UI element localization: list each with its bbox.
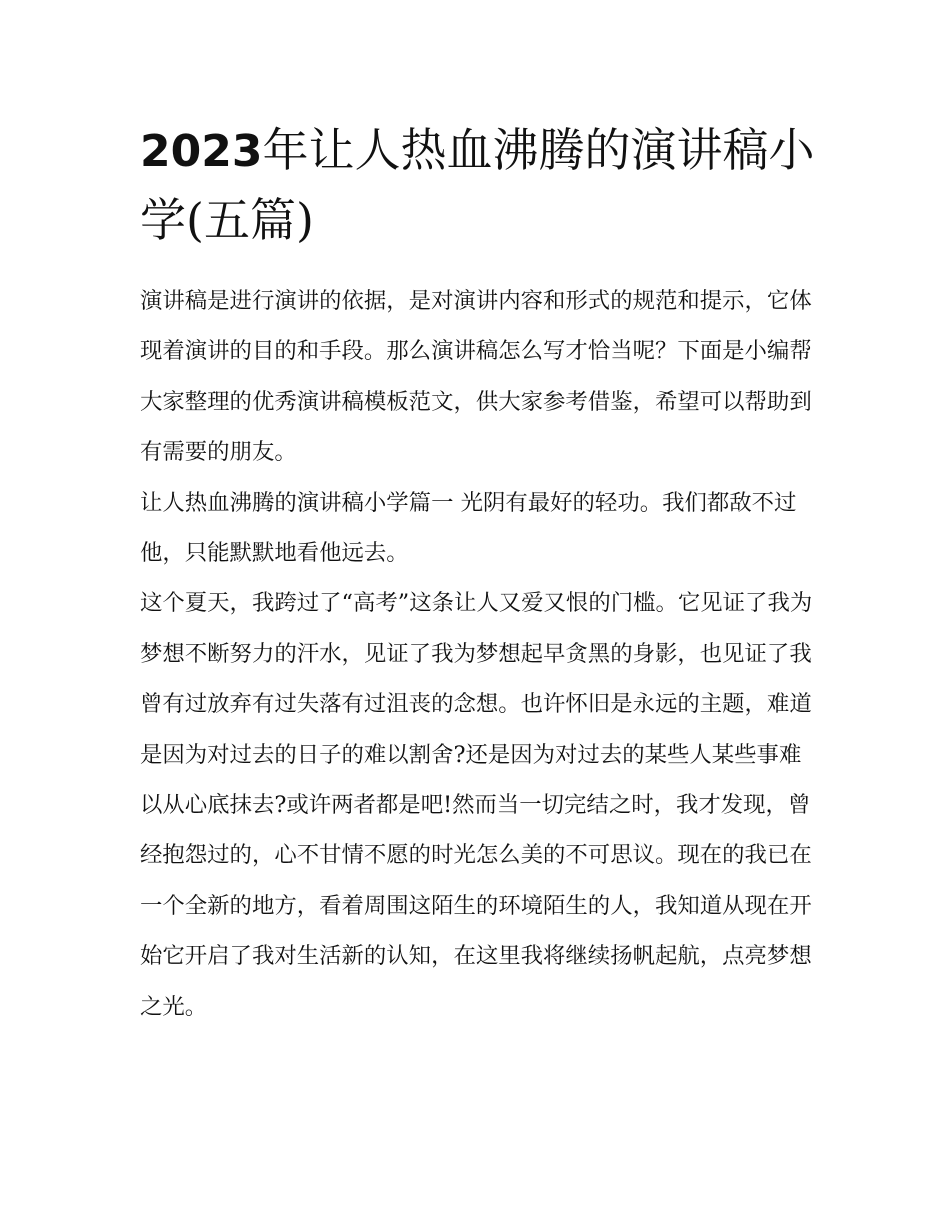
section-one-paragraph: 让人热血沸腾的演讲稿小学篇一 光阴有最好的轻功。我们都敌不过他，只能默默地看他远去。 (140, 489, 797, 567)
document-body (140, 276, 816, 1032)
title-year: 2023 (140, 126, 263, 177)
body-paragraph: 这个夏天，我跨过了“高考”这条让人又爱又恨的门槛。它见证了我为梦想不断努力的汗水，见证了我为梦想起早贪黑的身影，也见证了我曾有过放弃有过失落有过沮丧的念想。也许怀旧是永远的主题，难道是因为对过去的日子的难以割舍?还是因为对过去的某些人某些事难以从心底抹去?或许两者都是吧!然而当一切完结之时，我才发现，曾经抱怨过的，心不甘情不愿的时光怎么美的不可思议。现在的我已在一个全新的地方，看着周围这陌生的环境陌生的人，我知道从现在开始它开启了我对生活新的认知，在这里我将继续扬帆起航，点亮梦想之光。 (140, 590, 813, 1020)
intro-paragraph: 演讲稿是进行演讲的依据，是对演讲内容和形式的规范和提示，它体现着演讲的目的和手段。那么演讲稿怎么写才恰当呢？下面是小编帮大家整理的优秀演讲稿模板范文，供大家参考借鉴，希望可以帮助到有需要的朋友。 (140, 288, 812, 466)
title-text: 年让人热血沸腾的演讲稿小学(五篇) (140, 123, 815, 247)
document-title (140, 116, 820, 254)
